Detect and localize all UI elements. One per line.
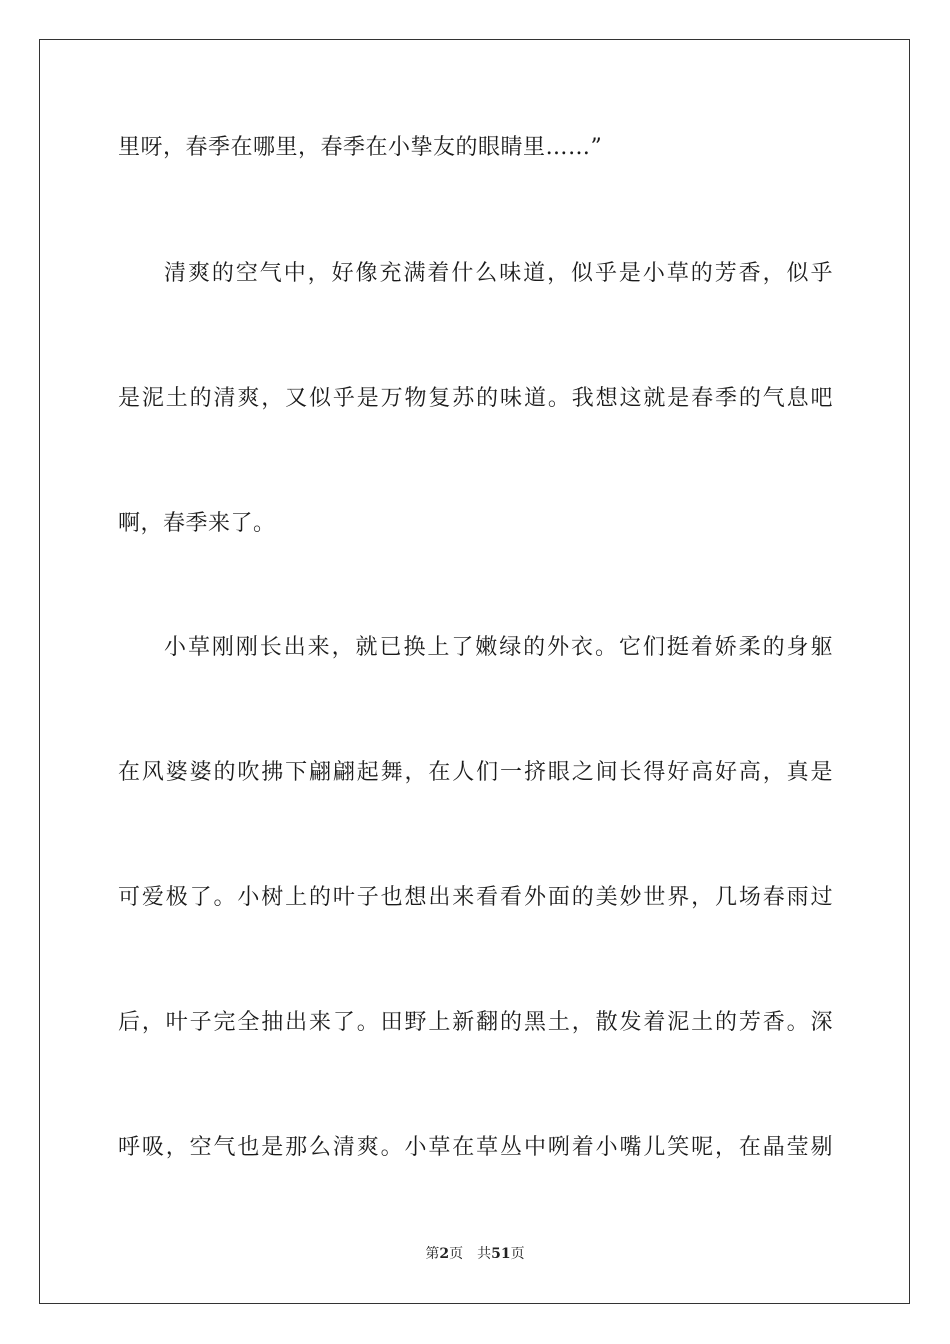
- footer-total-pages: 51: [491, 1246, 511, 1262]
- page-footer: [0, 1244, 950, 1264]
- text-line-4: 啊，春季来了。: [118, 511, 276, 536]
- footer-page-number: 2: [439, 1246, 450, 1262]
- text-line-2: 清爽的空气中，好像充满着什么味道，似乎是小草的芳香，似乎: [164, 261, 833, 286]
- footer-page-prefix: 第: [425, 1246, 440, 1262]
- text-line-3: 是泥土的清爽，又似乎是万物复苏的味道。我想这就是春季的气息吧: [118, 386, 833, 411]
- footer-total-prefix: 共: [477, 1246, 492, 1262]
- text-line-6: 在风婆婆的吹拂下翩翩起舞，在人们一挤眼之间长得好高好高，真是: [118, 760, 833, 785]
- footer-total-suffix: 页: [510, 1246, 525, 1262]
- text-line-1: 里呀，春季在哪里，春季在小挚友的眼睛里……”: [118, 135, 603, 160]
- text-line-9: 呼吸，空气也是那么清爽。小草在草丛中咧着小嘴儿笑呢，在晶莹剔: [118, 1135, 833, 1160]
- text-line-8: 后，叶子完全抽出来了。田野上新翻的黑土，散发着泥土的芳香。深: [118, 1010, 833, 1035]
- text-line-5: 小草刚刚长出来，就已换上了嫩绿的外衣。它们挺着娇柔的身躯: [164, 635, 833, 660]
- page-border: [39, 39, 910, 1304]
- footer-page-suffix: 页: [449, 1246, 464, 1262]
- text-line-7: 可爱极了。小树上的叶子也想出来看看外面的美妙世界，几场春雨过: [118, 885, 833, 910]
